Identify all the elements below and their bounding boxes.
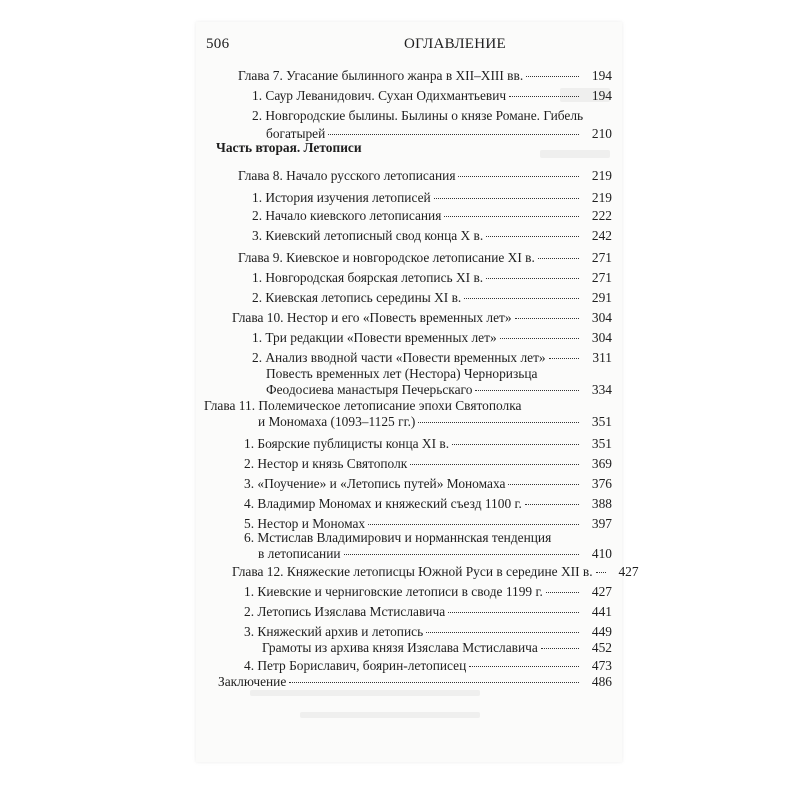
page-ref: 271: [591, 250, 612, 265]
toc-entry-section-11-5: 5. Нестор и Мономах 397: [244, 516, 612, 531]
leader-dots: [508, 484, 579, 485]
leader-dots: [525, 504, 579, 505]
toc-entry-section-12-2: 2. Летопись Изяслава Мстиславича 441: [244, 604, 612, 619]
toc-entry-section-12-4: 4. Петр Бориславич, боярин-летописец 473: [244, 658, 612, 673]
toc-entry-section-7-2-cont: богатырей 210: [266, 126, 612, 141]
leader-dots: [486, 278, 579, 279]
page-ref: 219: [591, 168, 612, 183]
leader-dots: [538, 258, 579, 259]
toc-entry-section-12-3a: Грамоты из архива князя Изяслава Мстиславича 452: [262, 640, 612, 655]
leader-dots: [426, 632, 579, 633]
page-ref: 452: [591, 640, 612, 655]
toc-entry-section-10-3-cont: Феодосиева манастыря Печерьскаго 334: [266, 382, 612, 397]
leader-dots: [509, 96, 579, 97]
toc-entry-section-12-1: 1. Киевские и черниговские летописи в своде 1199 г. 427: [244, 584, 612, 599]
leader-dots: [448, 612, 579, 613]
leader-dots: [368, 524, 579, 525]
toc-entry-section-9-2: 2. Киевская летопись середины XI в. 291: [252, 290, 612, 305]
leader-dots: [486, 236, 579, 237]
leader-dots: [344, 554, 579, 555]
toc-entry-chapter-11-cont: и Мономаха (1093–1125 гг.) 351: [258, 414, 612, 429]
toc-entry-chapter-7: Глава 7. Угасание былинного жанра в XII–XIII вв. 194: [238, 68, 612, 83]
page-ref: 304: [591, 330, 612, 345]
toc-entry-section-8-3: 3. Киевский летописный свод конца X в. 242: [252, 228, 612, 243]
toc-entry-section-11-2: 2. Нестор и князь Святополк 369: [244, 456, 612, 471]
page-ref: 291: [591, 290, 612, 305]
page-title: ОГЛАВЛЕНИЕ: [404, 36, 506, 52]
toc-entry-chapter-10: Глава 10. Нестор и его «Повесть временных лет» 304: [232, 310, 612, 325]
leader-dots: [434, 198, 579, 199]
page-ref: 242: [591, 228, 612, 243]
toc-entry-chapter-11: Глава 11. Полемическое летописание эпохи Святополка: [204, 398, 522, 413]
toc-entry-section-11-4: 4. Владимир Мономах и княжеский съезд 1100 г. 388: [244, 496, 612, 511]
leader-dots: [289, 682, 579, 683]
leader-dots: [546, 592, 579, 593]
page-ref: 222: [591, 208, 612, 223]
toc-entry-section-8-2: 2. Начало киевского летописания 222: [252, 208, 612, 223]
toc-entry-section-8-1: 1. История изучения летописей 219: [252, 190, 612, 205]
toc-entry-section-9-1: 1. Новгородская боярская летопись XI в. 271: [252, 270, 612, 285]
page-ref: 304: [591, 310, 612, 325]
leader-dots: [444, 216, 579, 217]
page-ref: 441: [591, 604, 612, 619]
toc-entry-section-10-1: 1. Три редакции «Повести временных лет» 304: [252, 330, 612, 345]
leader-dots: [475, 390, 579, 391]
page-ref: 271: [591, 270, 612, 285]
toc-entry-chapter-8: Глава 8. Начало русского летописания 219: [238, 168, 612, 183]
page-ref: 351: [591, 414, 612, 429]
page-ref: 376: [591, 476, 612, 491]
page-ref: 449: [591, 624, 612, 639]
toc-entry-section-10-3: Повесть временных лет (Нестора) Черноризьца: [266, 366, 538, 381]
page-ref: 473: [591, 658, 612, 673]
toc-entry-section-11-1: 1. Боярские публицисты конца XI в. 351: [244, 436, 612, 451]
toc-entry-conclusion: Заключение 486: [218, 674, 612, 689]
page-ref: 334: [591, 382, 612, 397]
toc-entry-section-12-3: 3. Княжеский архив и летопись 449: [244, 624, 612, 639]
page-ref: 194: [591, 68, 612, 83]
leader-dots: [515, 318, 579, 319]
page-number: 506: [206, 36, 230, 52]
leader-dots: [500, 338, 579, 339]
leader-dots: [328, 134, 579, 135]
leader-dots: [526, 76, 579, 77]
toc-entry-section-11-6-cont: в летописании 410: [258, 546, 612, 561]
toc-entry-section-10-2: 2. Анализ вводной части «Повести временных лет» 311: [252, 350, 612, 365]
page-ref: 486: [591, 674, 612, 689]
leader-dots: [464, 298, 579, 299]
toc-entry-section-7-2: 2. Новгородские былины. Былины о князе Романе. Гибель: [252, 108, 584, 123]
toc-entry-chapter-12: Глава 12. Княжеские летописцы Южной Руси в середине XII в. 427: [232, 564, 639, 579]
toc-entry-section-11-6: 6. Мстислав Владимирович и норманнская тенденция: [244, 530, 552, 545]
toc-entry-section-7-1: 1. Саур Леванидович. Сухан Одихмантьевич 194: [252, 88, 612, 103]
leader-dots: [596, 572, 606, 573]
toc-entry-chapter-9: Глава 9. Киевское и новгородское летописание XI в. 271: [238, 250, 612, 265]
toc-entry-section-11-3: 3. «Поучение» и «Летопись путей» Мономаха 376: [244, 476, 612, 491]
leader-dots: [549, 358, 579, 359]
page-ref: 397: [591, 516, 612, 531]
leader-dots: [458, 176, 579, 177]
bleed-through: [540, 150, 610, 158]
leader-dots: [541, 648, 579, 649]
part-heading: Часть вторая. Летописи: [216, 140, 362, 155]
leader-dots: [410, 464, 579, 465]
page-ref: 427: [618, 564, 639, 579]
page-ref: 194: [591, 88, 612, 103]
leader-dots: [418, 422, 579, 423]
leader-dots: [469, 666, 579, 667]
bleed-through: [250, 690, 480, 696]
page-ref: 210: [591, 126, 612, 141]
page-ref: 427: [591, 584, 612, 599]
page-ref: 351: [591, 436, 612, 451]
page-ref: 369: [591, 456, 612, 471]
page-ref: 388: [591, 496, 612, 511]
page-ref: 219: [591, 190, 612, 205]
bleed-through: [300, 712, 480, 718]
page-ref: 410: [591, 546, 612, 561]
page-ref: 311: [592, 350, 612, 365]
leader-dots: [452, 444, 579, 445]
